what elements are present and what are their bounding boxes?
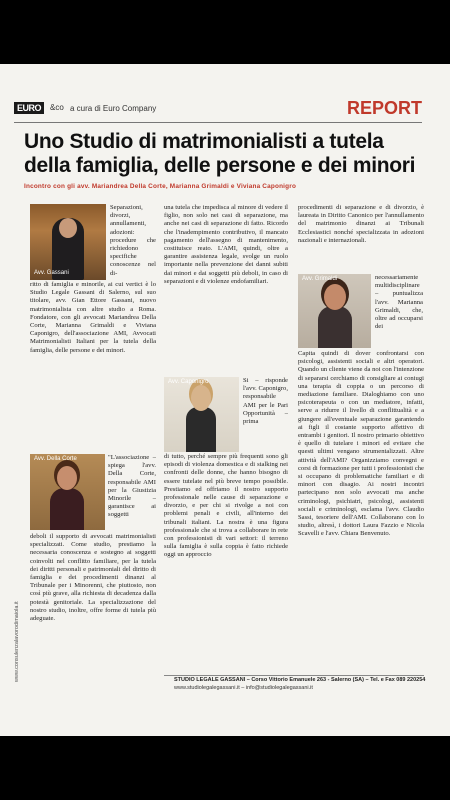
sideways-credit-text: www.consulenzalavorodimaiola.it [14,601,20,682]
article-title: Uno Studio di matrimonialisti a tutela della famiglia, delle persone e dei minori [24,130,416,177]
photo-grimaldi [298,274,371,348]
header-divider [14,122,422,123]
photo-caption: Avv. Caponigro [168,379,209,385]
article-text-block: di tutto, perché sempre più frequenti sono gli episodi di violenza domestica e di stalking nei confronti delle donne, che hanno bisogno di essere tutelate nel più breve tempo possibile. Prestiamo ed offriamo il nostro supporto professionale nelle cause di separazione e divorzio, e per chi si rivolge a noi con problemi penali e civili, all'interno dei tribunali italiani. La nostra è una figura professionale che si trova a collaborare in rete con professionisti di vari settori: il terreno sulla famiglia è sulla coppia è fatto richiede oggi un approccio [164,453,288,559]
footer-web: www.studiolegalegassani.it – info@studiolegalegassani.it [174,685,313,691]
article-text-block: Si – risponde l'avv. Caponigro, responsabile AMI per le Pari Opportunità – prima [243,377,288,426]
photo-caption: Avv. Grimaldi [302,276,338,282]
article-subtitle: Incontro con gli avv. Mariandrea Della Corte, Marianna Grimaldi e Viviana Caponigro [24,183,297,190]
article-text-block: deboli il supporto di avvocati matrimonialisti specializzati. Come studio, prestiamo la necessaria conoscenza e sostegno ai soggetti coinvolti nel conflitto familiare, per la tutela dei diritti personali e patrimoniali del diritto di famiglia e dei procedimenti dinanzi al Tribunale per i Minorenni, che piuttosto, non così più grave, alla richiesta di decadenza dalla potestà genitoriale. La specializzazione del nostro studio, inoltre, offre forme di tutela più adeguate. [30,533,156,623]
footer-contact: STUDIO LEGALE GASSANI – Corso Vittorio Emanuele 263 - Salerno (SA) – Tel. e Fax 089 220254 [174,677,426,683]
photo-caption: Avv. Della Corte [34,456,77,462]
footer-divider [164,675,424,676]
photo-gassani [30,204,106,280]
photo-della-corte [30,454,105,530]
sideways-credit [12,534,19,684]
article-text-block: necessariamente multidisciplinare – puntualizza l'avv. Marianna Grimaldi, che, oltre ad occuparsi dei [375,274,423,331]
section-label: REPORT [346,98,422,118]
magazine-page [0,64,450,736]
magazine-logo-suffix: &co [50,103,64,112]
article-text-block: "L'associazione – spiega l'avv. Della Corte, responsabile AMI per la Giustizia Minorile – garantisce ai soggetti [108,454,156,519]
magazine-logo: EURO [14,102,44,114]
article-text-block: ritto di famiglia e minorile, ai cui vertici è lo Studio Legale Gassani di Salerno, sul suo titolare, avv. Gian Ettore Gassani, nuovo matrimonialista con altre studio a Roma. Fondatore, con gli avvocati Mariandrea Della Corte, Marianna Grimaldi e Viviana Caponigro, dell'associazione AMI, Avvocati Matrimonialisti Italiani per la tutela della famiglia, delle persone e dei minori. [30,281,156,354]
article-text-block: una tutela che impedisca al minore di vedere il figlio, non solo nei casi di separazione, ma anche nei casi di separazione di fatto. Ricordo che l'inadempimento contributivo, il mancato pagamento dell'assegno di mantenimento, costituisce reato. L'AMI, quindi, oltre a garantire assistenza legale, svolge un ruolo importante nella prevenzione dei danni subiti dai minori e dai soggetti più deboli, in caso di separazioni e di violenze endofamiliari. [164,204,288,285]
photo-caption: Avv. Gassani [34,270,69,276]
header-tagline: a cura di Euro Company [70,104,157,113]
article-text-block: Separazioni, divorzi, annullamenti, adozioni: procedure che richiedono specifiche conoscenze nel di- [110,204,156,277]
photo-caponigro [164,377,239,452]
article-text-block: Capita quindi di dover confrontarsi con psicologi, assistenti sociali e altri operatori. Quando un cliente viene da noi con l'intenzione di separarsi cerchiamo di consigliare ai coniugi una terapia di coppia o un percorso di mediazione familiare. Dialoghiamo con uno psicoterapeuta o con un mediatore, infatti, serve a ridurre il livello di conflittualità e a giungere all'eventuale separazione garantendo ai figli il costante supporto affettivo di entrambi i genitori. Il nostro primario obiettivo è quello di tutelare i minori ed evitare che questi ultimi vengano strumentalizzati. Altre attività dell'AMI? Organizziamo convegni e corsi di formazione per tutti i professionisti che si occupano di problematiche familiari e di minori con disagio. Ai nostri incontri partecipano non solo avvocati ma anche criminologi, psichiatri, psicologi, assistenti sociali e criminologi, esclama l'avv. Claudio Sassi, tesoriere dell'AMI. Collaborano con lo studio, altresì, i dottori Laura Fazzio e Nicola Scavelli e l'avv. Chiara Benvenuto. [298,350,424,538]
article-text-block: procedimenti di separazione e di divorzio, è laureata in Diritto Canonico per l'annullamento del matrimonio dinanzi ai Tribunali Ecclesiastici nonché specializzata in adozioni nazionali e internazionali. [298,204,424,244]
